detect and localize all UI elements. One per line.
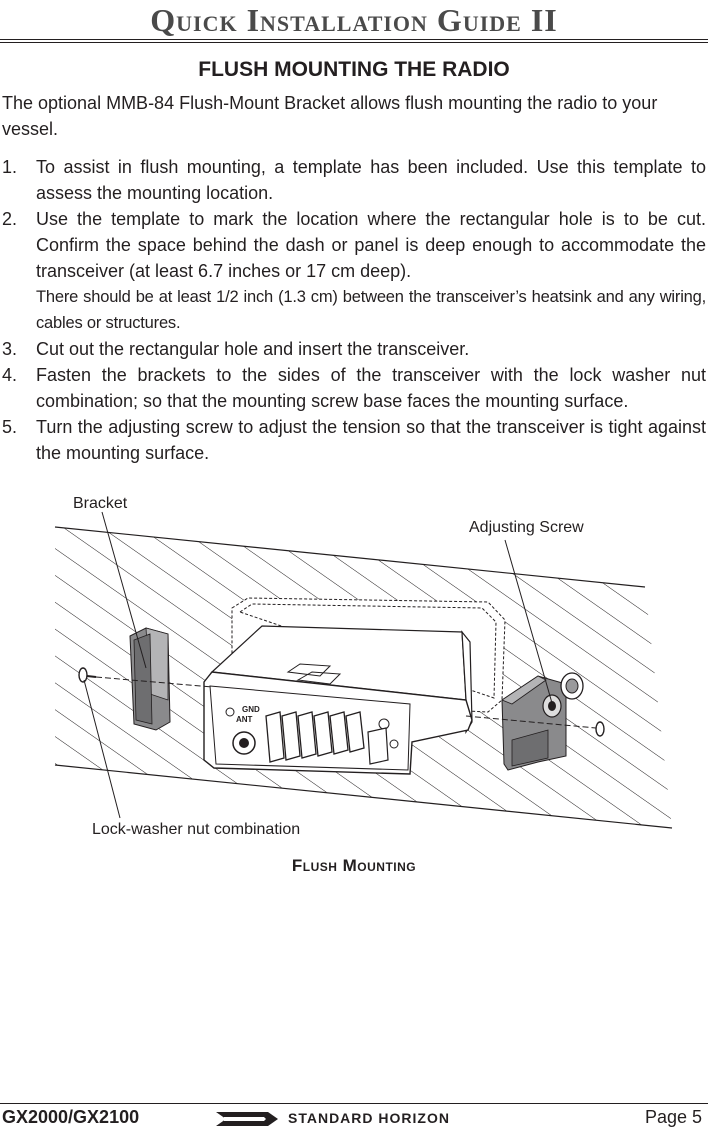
lock-washer-label: Lock-washer nut combination [92,821,301,838]
list-item [2,206,706,336]
adjusting-screw-label: Adjusting Screw [469,519,584,536]
step-text: To assist in flush mounting, a template has been included. Use this template to assess the mounting location. [36,157,706,203]
flush-mounting-illustration [0,485,708,845]
step-number: 3. [2,339,18,359]
section-title: FLUSH MOUNTING THE RADIO [198,58,510,81]
intro-paragraph: The optional MMB-84 Flush-Mount Bracket allows flush mounting the radio to your vessel. [2,93,658,139]
step-text: Turn the adjusting screw to adjust the tension so that the transceiver is tight against the mounting surface. [36,417,706,463]
header-rule [0,39,708,40]
footer-rule [0,1103,708,1104]
ant-label: ANT [236,715,253,724]
header-rule-thin [0,42,708,43]
standard-horizon-logo-icon [214,1108,284,1130]
page-title: Quick Installation Guide II [150,2,558,38]
footer-model: GX2000/GX2100 [2,1107,140,1127]
gnd-label: GND [242,705,260,714]
steps-list [2,154,706,466]
list-item [2,414,706,466]
step-text: Use the template to mark the location where the rectangular hole is to be cut. Confirm the space behind the dash or panel is deep enough to accommodate the transceiver (at least 6.7 inches or 17 cm deep). [36,209,706,281]
bracket-left [130,628,170,730]
figure-caption: Flush Mounting [291,856,417,875]
step-text: Fasten the brackets to the sides of the transceiver with the lock washer nut combination; so that the mounting screw base faces the mounting surface. [36,365,706,411]
step-number: 5. [2,417,18,437]
list-item [2,336,706,362]
step-number: 1. [2,157,18,177]
step-text: Cut out the rectangular hole and insert the transceiver. [36,339,470,359]
bracket-label: Bracket [73,495,128,512]
footer-page-number: Page 5 [644,1107,702,1127]
list-item [2,362,706,414]
step-number: 4. [2,365,18,385]
footer-brand: STANDARD HORIZON [288,1110,450,1126]
list-item [2,154,706,206]
step-number: 2. [2,209,18,229]
step-note: There should be at least 1/2 inch (1.3 cm) between the transceiver’s heatsink and any wiring, cables or structures. [36,288,706,332]
